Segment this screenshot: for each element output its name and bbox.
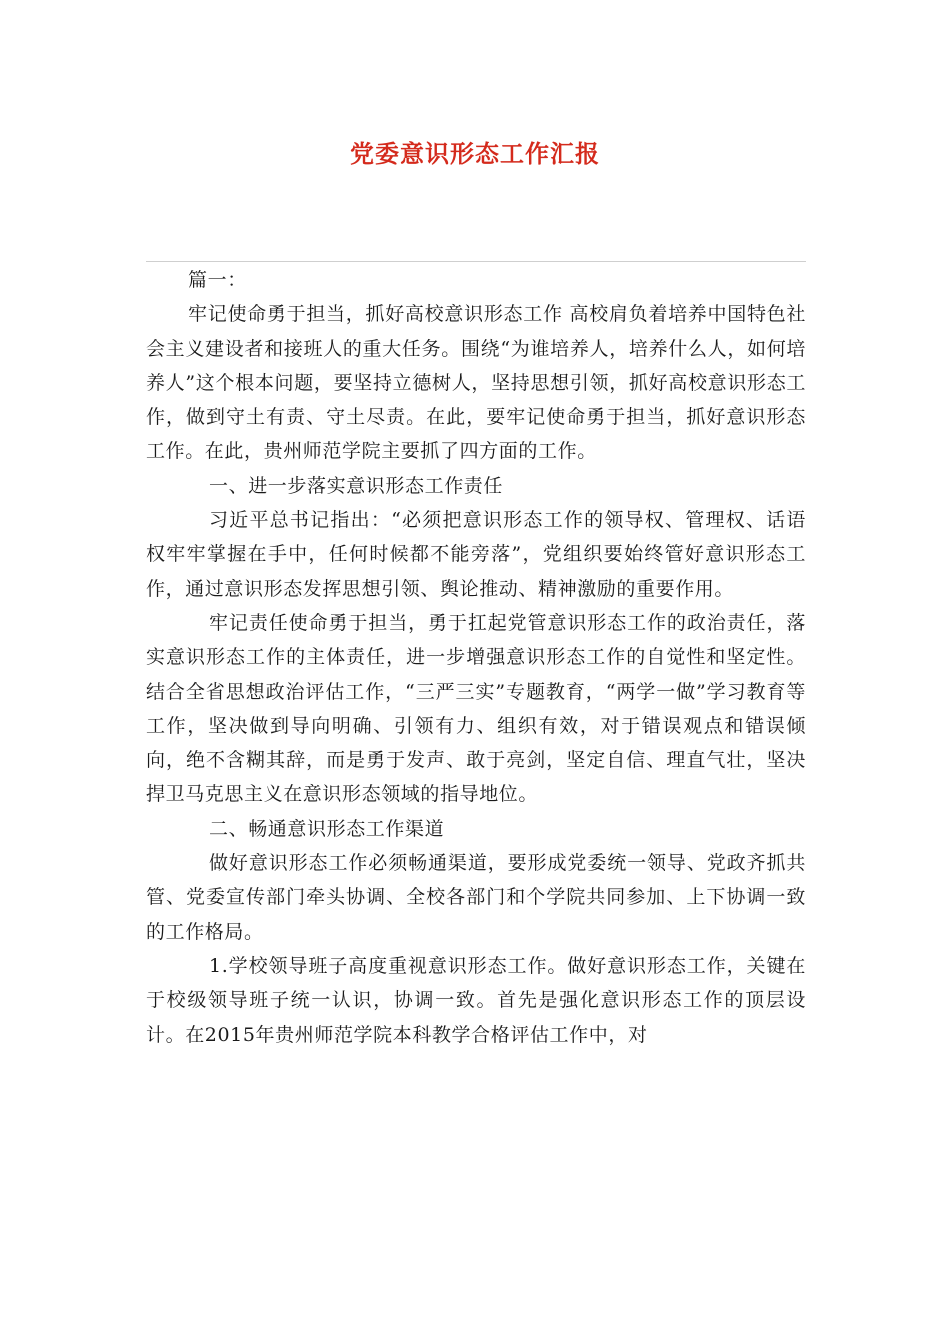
paragraph-item-1: 1.学校领导班子高度重视意识形态工作。做好意识形态工作，关键在于校级领导班子统一认识，协调一致。首先是强化意识形态工作的顶层设计。在2015年贵州师范学院本科教学合格评估工作中，对: [146, 954, 806, 1046]
paragraph-section-1-body: 牢记责任使命勇于担当，勇于扛起党管意识形态工作的政治责任，落实意识形态工作的主体责任，进一步增强意识形态工作的自觉性和坚定性。结合全省思想政治评估工作，“三严三实”专题教育，“两学一做”学习教育等工作，坚决做到导向明确、引领有力、组织有效，对于错误观点和错误倾向，绝不含糊其辞，而是勇于发声、敢于亮剑，坚定自信、理直气壮，坚决捍卫马克思主义在意识形态领域的指导地位。: [146, 611, 806, 806]
header-divider: [146, 261, 806, 262]
document-body: [146, 263, 806, 1052]
section-label: 篇一：: [188, 269, 247, 291]
paragraph-section-1-quote: 习近平总书记指出：“必须把意识形态工作的领导权、管理权、话语权牢牢掌握在手中，任何时候都不能旁落”，党组织要始终管好意识形态工作，通过意识形态发挥思想引领、舆论推动、精神激励的重要作用。: [146, 509, 806, 600]
paragraph-section-2-body: 做好意识形态工作必须畅通渠道，要形成党委统一领导、党政齐抓共管、党委宣传部门牵头协调、全校各部门和个学院共同参加、上下协调一致的工作格局。: [146, 852, 806, 943]
paragraph-intro: 牢记使命勇于担当，抓好高校意识形态工作 高校肩负着培养中国特色社会主义建设者和接班人的重大任务。围绕“为谁培养人，培养什么人，如何培养人”这个根本问题，要坚持立德树人，坚持思想引领，抓好高校意识形态工作，做到守土有责、守土尽责。在此，要牢记使命勇于担当，抓好意识形态工作。在此，贵州师范学院主要抓了四方面的工作。: [146, 303, 806, 463]
heading-section-2: 二、畅通意识形态工作渠道: [209, 817, 445, 840]
document-title: 党委意识形态工作汇报: [350, 140, 600, 168]
heading-section-1: 一、进一步落实意识形态工作责任: [209, 474, 504, 497]
